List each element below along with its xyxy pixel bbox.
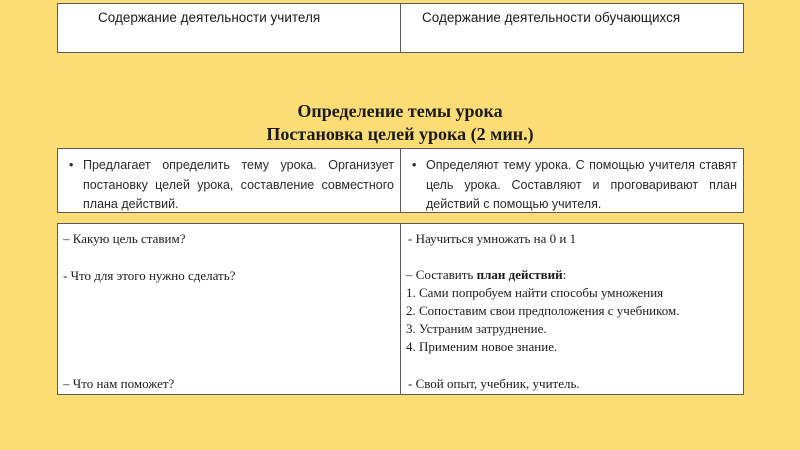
plan-step-4: 4. Применим новое знание.	[406, 339, 558, 354]
bullet-marker: •	[69, 158, 74, 172]
dialog-table	[57, 223, 744, 395]
teacher-activity-text: Предлагает определить тему урока. Организует постановку целей урока, составление совместного плана действий.	[83, 158, 394, 211]
answer-2-suffix: :	[562, 267, 567, 282]
title-line-1: Определение темы урока	[297, 101, 503, 121]
header-table	[57, 3, 744, 53]
teacher-activity	[69, 156, 394, 215]
student-answer-1: - Научиться умножать на 0 и 1	[408, 231, 577, 246]
title-line-2: Постановка целей урока (2 мин.)	[266, 124, 534, 144]
students-activity	[412, 156, 737, 215]
students-column-header: Содержание деятельности обучающихся	[422, 10, 681, 25]
students-activity-text: Определяют тему урока. С помощью учителя ставят цель урока. Составляют и проговаривают план действий с помощью учителя.	[426, 158, 737, 211]
slide-title	[0, 100, 800, 146]
plan-step-3: 3. Устраним затруднение.	[406, 321, 547, 336]
teacher-question-3: – Что нам поможет?	[63, 376, 175, 391]
teacher-question-1: – Какую цель ставим?	[63, 231, 186, 246]
student-answer-2	[406, 266, 566, 284]
activities-table	[57, 148, 744, 213]
plan-step-2: 2. Сопоставим свои предположения с учебником.	[406, 303, 680, 318]
bullet-marker: •	[412, 158, 417, 172]
teacher-question-2: - Что для этого нужно сделать?	[63, 268, 236, 283]
answer-2-bold: план действий	[476, 267, 563, 282]
student-answer-3: - Свой опыт, учебник, учитель.	[408, 376, 580, 391]
column-divider	[400, 149, 401, 212]
column-divider	[400, 224, 401, 394]
column-divider	[400, 4, 401, 52]
teacher-column-header: Содержание деятельности учителя	[98, 10, 321, 25]
answer-2-prefix: – Составить	[406, 267, 477, 282]
plan-step-1: 1. Сами попробуем найти способы умножения	[406, 285, 664, 300]
